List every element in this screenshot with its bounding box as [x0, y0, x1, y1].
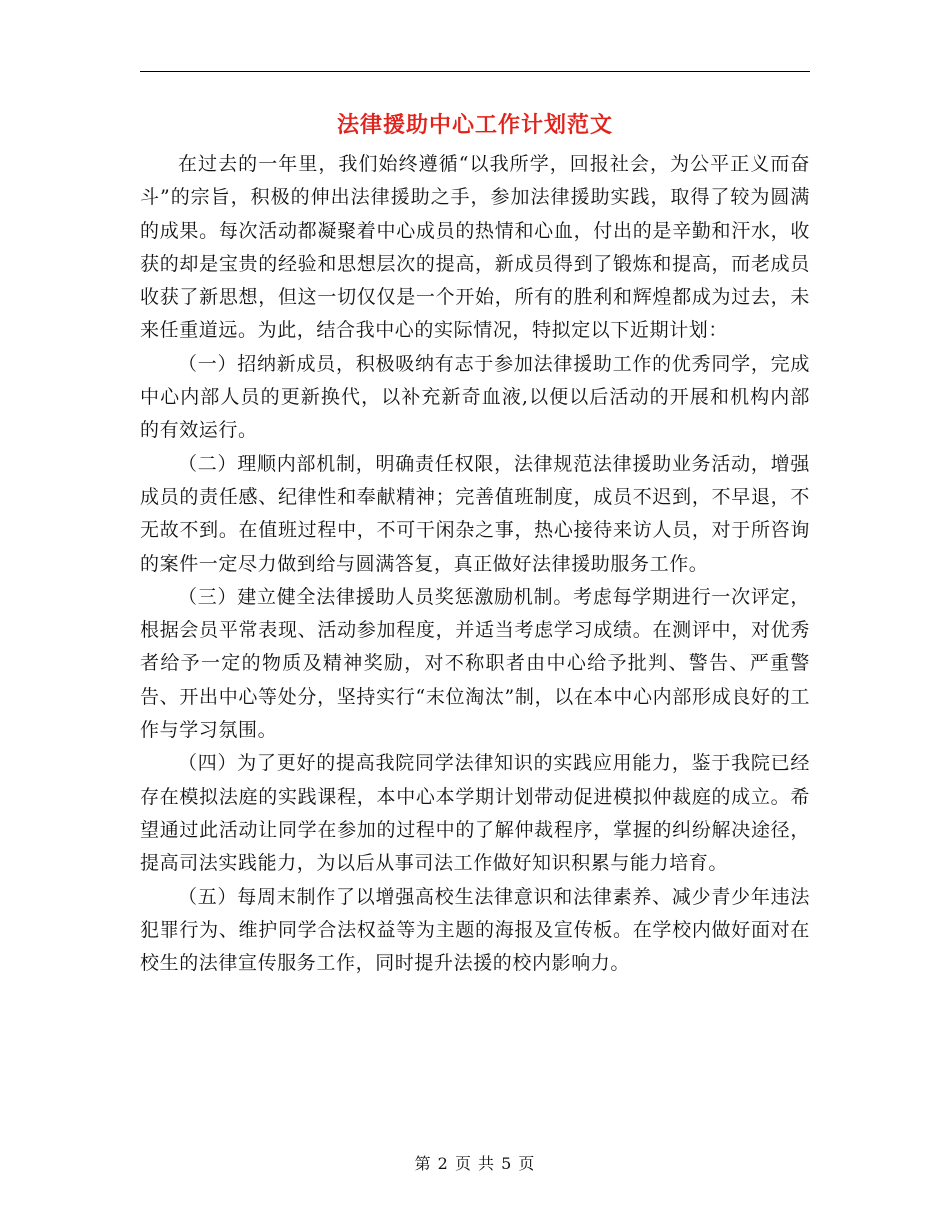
paragraph-item-3: （三）建立健全法律援助人员奖惩激励机制。考虑每学期进行一次评定，根据会员平常表现、活动参加程度，并适当考虑学习成绩。在测评中，对优秀者给予一定的物质及精神奖励，对不称职者由中心给予批判、警告、严重警告、开出中心等处分，坚持实行“末位淘汰”制，以在本中心内部形成良好的工作与学习氛围。 — [140, 585, 810, 742]
document-title: 法律援助中心工作计划范文 — [336, 112, 613, 138]
paragraph-item-2: （二）理顺内部机制，明确责任权限，法律规范法律援助业务活动，增强成员的责任感、纪律性和奉献精神；完善值班制度，成员不迟到，不早退，不无故不到。在值班过程中，不可干闲杂之事，热心接待来访人员，对于所咨询的案件一定尽力做到给与圆满答复，真正做好法律援助服务工作。 — [140, 452, 810, 575]
header-rule — [140, 71, 810, 72]
document-body — [140, 148, 810, 980]
paragraph-item-5: （五）每周末制作了以增强高校生法律意识和法律素养、减少青少年违法犯罪行为、维护同学合法权益等为主题的海报及宣传板。在学校内做好面对在校生的法律宣传服务工作，同时提升法援的校内影响力。 — [140, 885, 810, 975]
paragraph-item-1: （一）招纳新成员，积极吸纳有志于参加法律援助工作的优秀同学，完成中心内部人员的更新换代，以补充新奇血液,以便以后活动的开展和机构内部的有效运行。 — [140, 352, 810, 442]
paragraph-item-4: （四）为了更好的提高我院同学法律知识的实践应用能力，鉴于我院已经存在模拟法庭的实践课程，本中心本学期计划带动促进模拟仲裁庭的成立。希望通过此活动让同学在参加的过程中的了解仲裁程序，掌握的纠纷解决途径，提高司法实践能力，为以后从事司法工作做好知识积累与能力培育。 — [140, 752, 810, 875]
page-number-footer: 第 2 页 共 5 页 — [414, 1154, 536, 1173]
paragraph-intro: 在过去的一年里，我们始终遵循“以我所学，回报社会，为公平正义而奋斗”的宗旨，积极的伸出法律援助之手，参加法律援助实践，取得了较为圆满的成果。每次活动都凝聚着中心成员的热情和心血，付出的是辛勤和汗水，收获的却是宝贵的经验和思想层次的提高，新成员得到了锻炼和提高，而老成员收获了新思想，但这一切仅仅是一个开始，所有的胜利和辉煌都成为过去，未来任重道远。为此，结合我中心的实际情况，特拟定以下近期计划： — [140, 153, 810, 342]
